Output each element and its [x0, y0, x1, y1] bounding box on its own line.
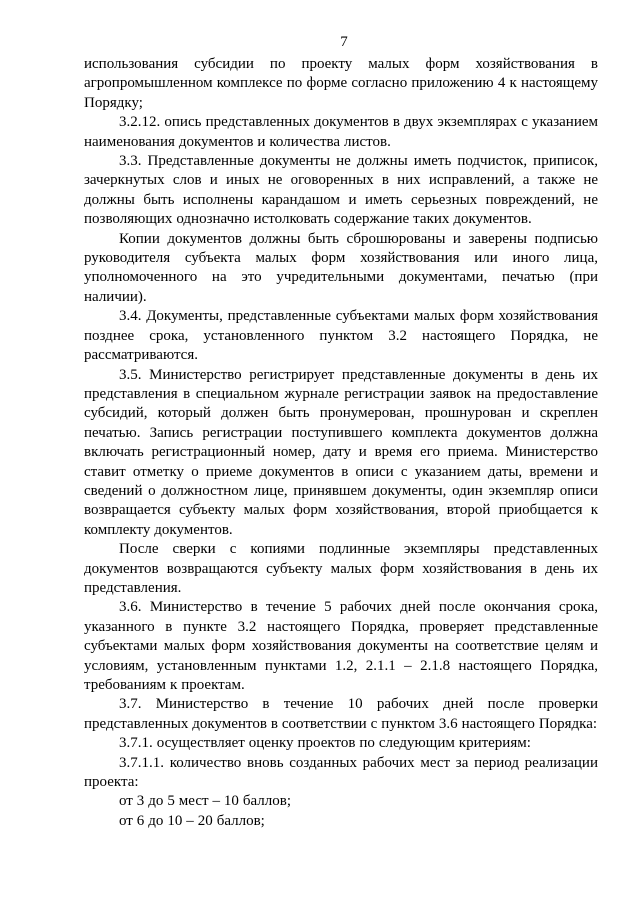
paragraph-3-7-1-1: 3.7.1.1. количество вновь созданных рабочих мест за период реализации проекта: — [84, 754, 598, 791]
page-number: 7 — [340, 34, 348, 50]
paragraph-3-5: 3.5. Министерство регистрирует представленные документы в день их представления в специальном журнале регистрации заявок на предоставление субсидий, который должен быть пронумерован, прошнурован и скреплен печатью. Запись регистрации поступившего комплекта документов должна включать регистрационный номер, дату и время его приема. Министерство ставит отметку о приеме документов в описи с указанием даты, времени и сведений о должностном лице, принявшем документы, один экземпляр описи возвращается субъекту малых форм хозяйствования, второй приобщается к комплекту документов. — [84, 366, 598, 538]
paragraph-3-7: 3.7. Министерство в течение 10 рабочих дней после проверки представленных документов в соответствии с пунктом 3.6 настоящего Порядка: — [84, 696, 598, 732]
paragraph-3-4: 3.4. Документы, представленные субъектами малых форм хозяйствования позднее срока, установленного пунктом 3.2 настоящего Порядка, не рассматриваются. — [84, 308, 598, 364]
paragraph-originals-returned: После сверки с копиями подлинные экземпляры представленных документов возвращаются субъекту малых форм хозяйствования в день их представления. — [84, 541, 598, 596]
list-item-6-to-10-places: от 6 до 10 – 20 баллов; — [119, 812, 265, 829]
paragraph-3-3: 3.3. Представленные документы не должны иметь подчисток, приписок, зачеркнутых слов и иных не оговоренных в них исправлений, а также не должны быть исполнены карандашом и иметь серьезных повреждений, не позволяющих однозначно истолковать содержание таких документов. — [84, 153, 598, 228]
document-page — [84, 33, 598, 831]
paragraph-subsidy-usage-report: использования субсидии по проекту малых форм хозяйствования в агропромышленном комплексе по форме согласно приложению 4 к настоящему Порядку; — [84, 56, 598, 111]
paragraph-copies-certified: Копии документов должны быть сброшюрованы и заверены подписью руководителя субъекта малых форм хозяйствования или иного лица, уполномоченного на это учредительными документами, печатью (при наличии). — [84, 230, 598, 305]
paragraph-3-2-12: 3.2.12. опись представленных документов в двух экземплярах с указанием наименования документов и количества листов. — [84, 114, 598, 150]
paragraph-3-7-1: 3.7.1. осуществляет оценку проектов по следующим критериям: — [119, 735, 531, 752]
list-item-3-to-5-places: от 3 до 5 мест – 10 баллов; — [119, 793, 292, 810]
paragraph-3-6: 3.6. Министерство в течение 5 рабочих дней после окончания срока, указанного в пункте 3.2 настоящего Порядка, проверяет представленные субъектами малых форм хозяйствования документы на соответствие целям и условиям, установленным пунктами 1.2, 2.1.1 – 2.1.8 настоящего Порядка, требованиям к проектам. — [84, 599, 598, 693]
